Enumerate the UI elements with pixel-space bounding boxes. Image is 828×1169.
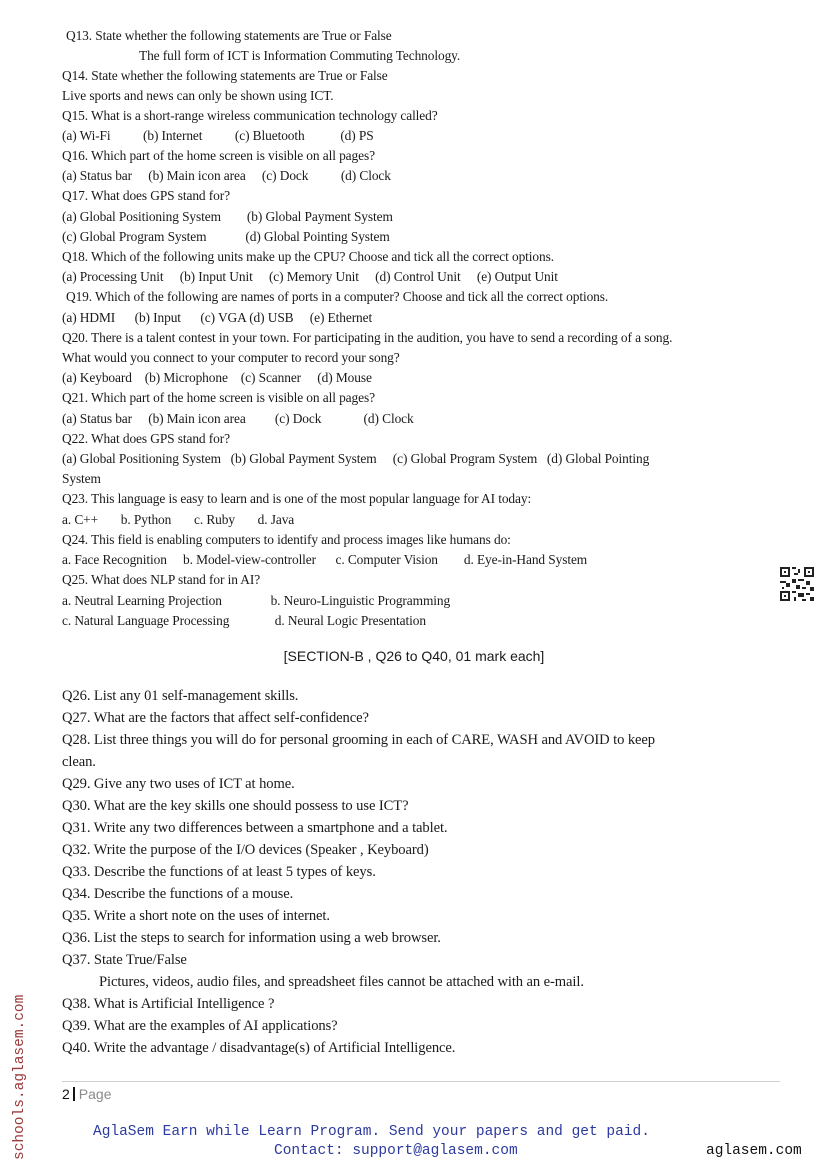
promo-line: AglaSem Earn while Learn Program. Send your papers and get paid. [93, 1124, 650, 1140]
question-q17-opts1: (a) Global Positioning System (b) Global Payment System [62, 209, 393, 224]
question-q32: Q32. Write the purpose of the I/O devices (Speaker , Keyboard) [62, 842, 429, 858]
question-q40: Q40. Write the advantage / disadvantage(s) of Artificial Intelligence. [62, 1040, 456, 1056]
question-q23: Q23. This language is easy to learn and is one of the most popular language for AI today: [62, 491, 532, 506]
question-q39: Q39. What are the examples of AI applications? [62, 1018, 338, 1034]
question-q15: Q15. What is a short-range wireless communication technology called? [62, 108, 438, 123]
question-q25-opts1: a. Neutral Learning Projection b. Neuro-Linguistic Programming [62, 593, 451, 608]
question-q17: Q17. What does GPS stand for? [62, 188, 230, 203]
question-q20-opts: (a) Keyboard (b) Microphone (c) Scanner (d) Mouse [62, 370, 372, 385]
question-q24-opts: a. Face Recognition b. Model-view-controller c. Computer Vision d. Eye-in-Hand System [62, 552, 588, 567]
section-b-heading: [SECTION-B , Q26 to Q40, 01 mark each] [283, 648, 545, 664]
question-q16-opts: (a) Status bar (b) Main icon area (c) Dock (d) Clock [62, 168, 391, 183]
watermark: schools.aglasem.com [12, 994, 28, 1160]
question-q28-cont: clean. [62, 754, 96, 770]
footer-divider [62, 1081, 780, 1082]
question-q25: Q25. What does NLP stand for in AI? [62, 572, 261, 587]
question-q19: Q19. Which of the following are names of ports in a computer? Choose and tick all the correct options. [66, 289, 609, 304]
question-q37: Q37. State True/False [62, 952, 187, 968]
page-number [62, 1086, 112, 1102]
question-q34: Q34. Describe the functions of a mouse. [62, 886, 294, 902]
question-q24: Q24. This field is enabling computers to identify and process images like humans do: [62, 532, 511, 547]
question-q35: Q35. Write a short note on the uses of internet. [62, 908, 330, 924]
question-q22: Q22. What does GPS stand for? [62, 431, 230, 446]
question-q33: Q33. Describe the functions of at least 5 types of keys. [62, 864, 376, 880]
question-q13: Q13. State whether the following statements are True or False [66, 28, 392, 43]
question-q21-opts: (a) Status bar (b) Main icon area (c) Dock (d) Clock [62, 411, 414, 426]
question-q25-opts2: c. Natural Language Processing d. Neural Logic Presentation [62, 613, 426, 628]
question-q20-cont: What would you connect to your computer to record your song? [62, 350, 400, 365]
question-q20: Q20. There is a talent contest in your town. For participating in the audition, you have to send a recording of a song. [62, 330, 673, 345]
question-q18-opts: (a) Processing Unit (b) Input Unit (c) Memory Unit (d) Control Unit (e) Output Unit [62, 269, 558, 284]
qr-code-icon [778, 565, 816, 603]
question-q13-stmt: The full form of ICT is Information Commuting Technology. [139, 48, 461, 63]
contact-email-link[interactable]: Contact: support@aglasem.com [274, 1143, 518, 1159]
question-q22-opts: (a) Global Positioning System (b) Global Payment System (c) Global Program System (d) Global Pointing [62, 451, 650, 466]
question-q36: Q36. List the steps to search for information using a web browser. [62, 930, 441, 946]
question-q31: Q31. Write any two differences between a smartphone and a tablet. [62, 820, 448, 836]
question-q14: Q14. State whether the following statements are True or False [62, 68, 388, 83]
site-link[interactable]: aglasem.com [706, 1143, 802, 1159]
question-q37-stmt: Pictures, videos, audio files, and spreadsheet files cannot be attached with an e-mail. [99, 974, 584, 990]
page-number-value: 2 [62, 1086, 70, 1102]
question-q18: Q18. Which of the following units make up the CPU? Choose and tick all the correct options. [62, 249, 554, 264]
question-q15-opts: (a) Wi-Fi (b) Internet (c) Bluetooth (d) PS [62, 128, 374, 143]
page-separator [73, 1087, 75, 1101]
question-q16: Q16. Which part of the home screen is visible on all pages? [62, 148, 375, 163]
question-q14-stmt: Live sports and news can only be shown using ICT. [62, 88, 334, 103]
question-q38: Q38. What is Artificial Intelligence ? [62, 996, 275, 1012]
question-q19-opts: (a) HDMI (b) Input (c) VGA (d) USB (e) Ethernet [62, 310, 373, 325]
question-q30: Q30. What are the key skills one should possess to use ICT? [62, 798, 409, 814]
question-q26: Q26. List any 01 self-management skills. [62, 688, 299, 704]
question-q23-opts: a. C++ b. Python c. Ruby d. Java [62, 512, 295, 527]
question-q21: Q21. Which part of the home screen is visible on all pages? [62, 390, 375, 405]
question-q27: Q27. What are the factors that affect self-confidence? [62, 710, 369, 726]
page-label: Page [78, 1086, 112, 1102]
question-q17-opts2: (c) Global Program System (d) Global Pointing System [62, 229, 390, 244]
question-q29: Q29. Give any two uses of ICT at home. [62, 776, 295, 792]
question-q22-cont: System [62, 471, 101, 486]
question-q28: Q28. List three things you will do for personal grooming in each of CARE, WASH and AVOID to keep [62, 732, 655, 748]
